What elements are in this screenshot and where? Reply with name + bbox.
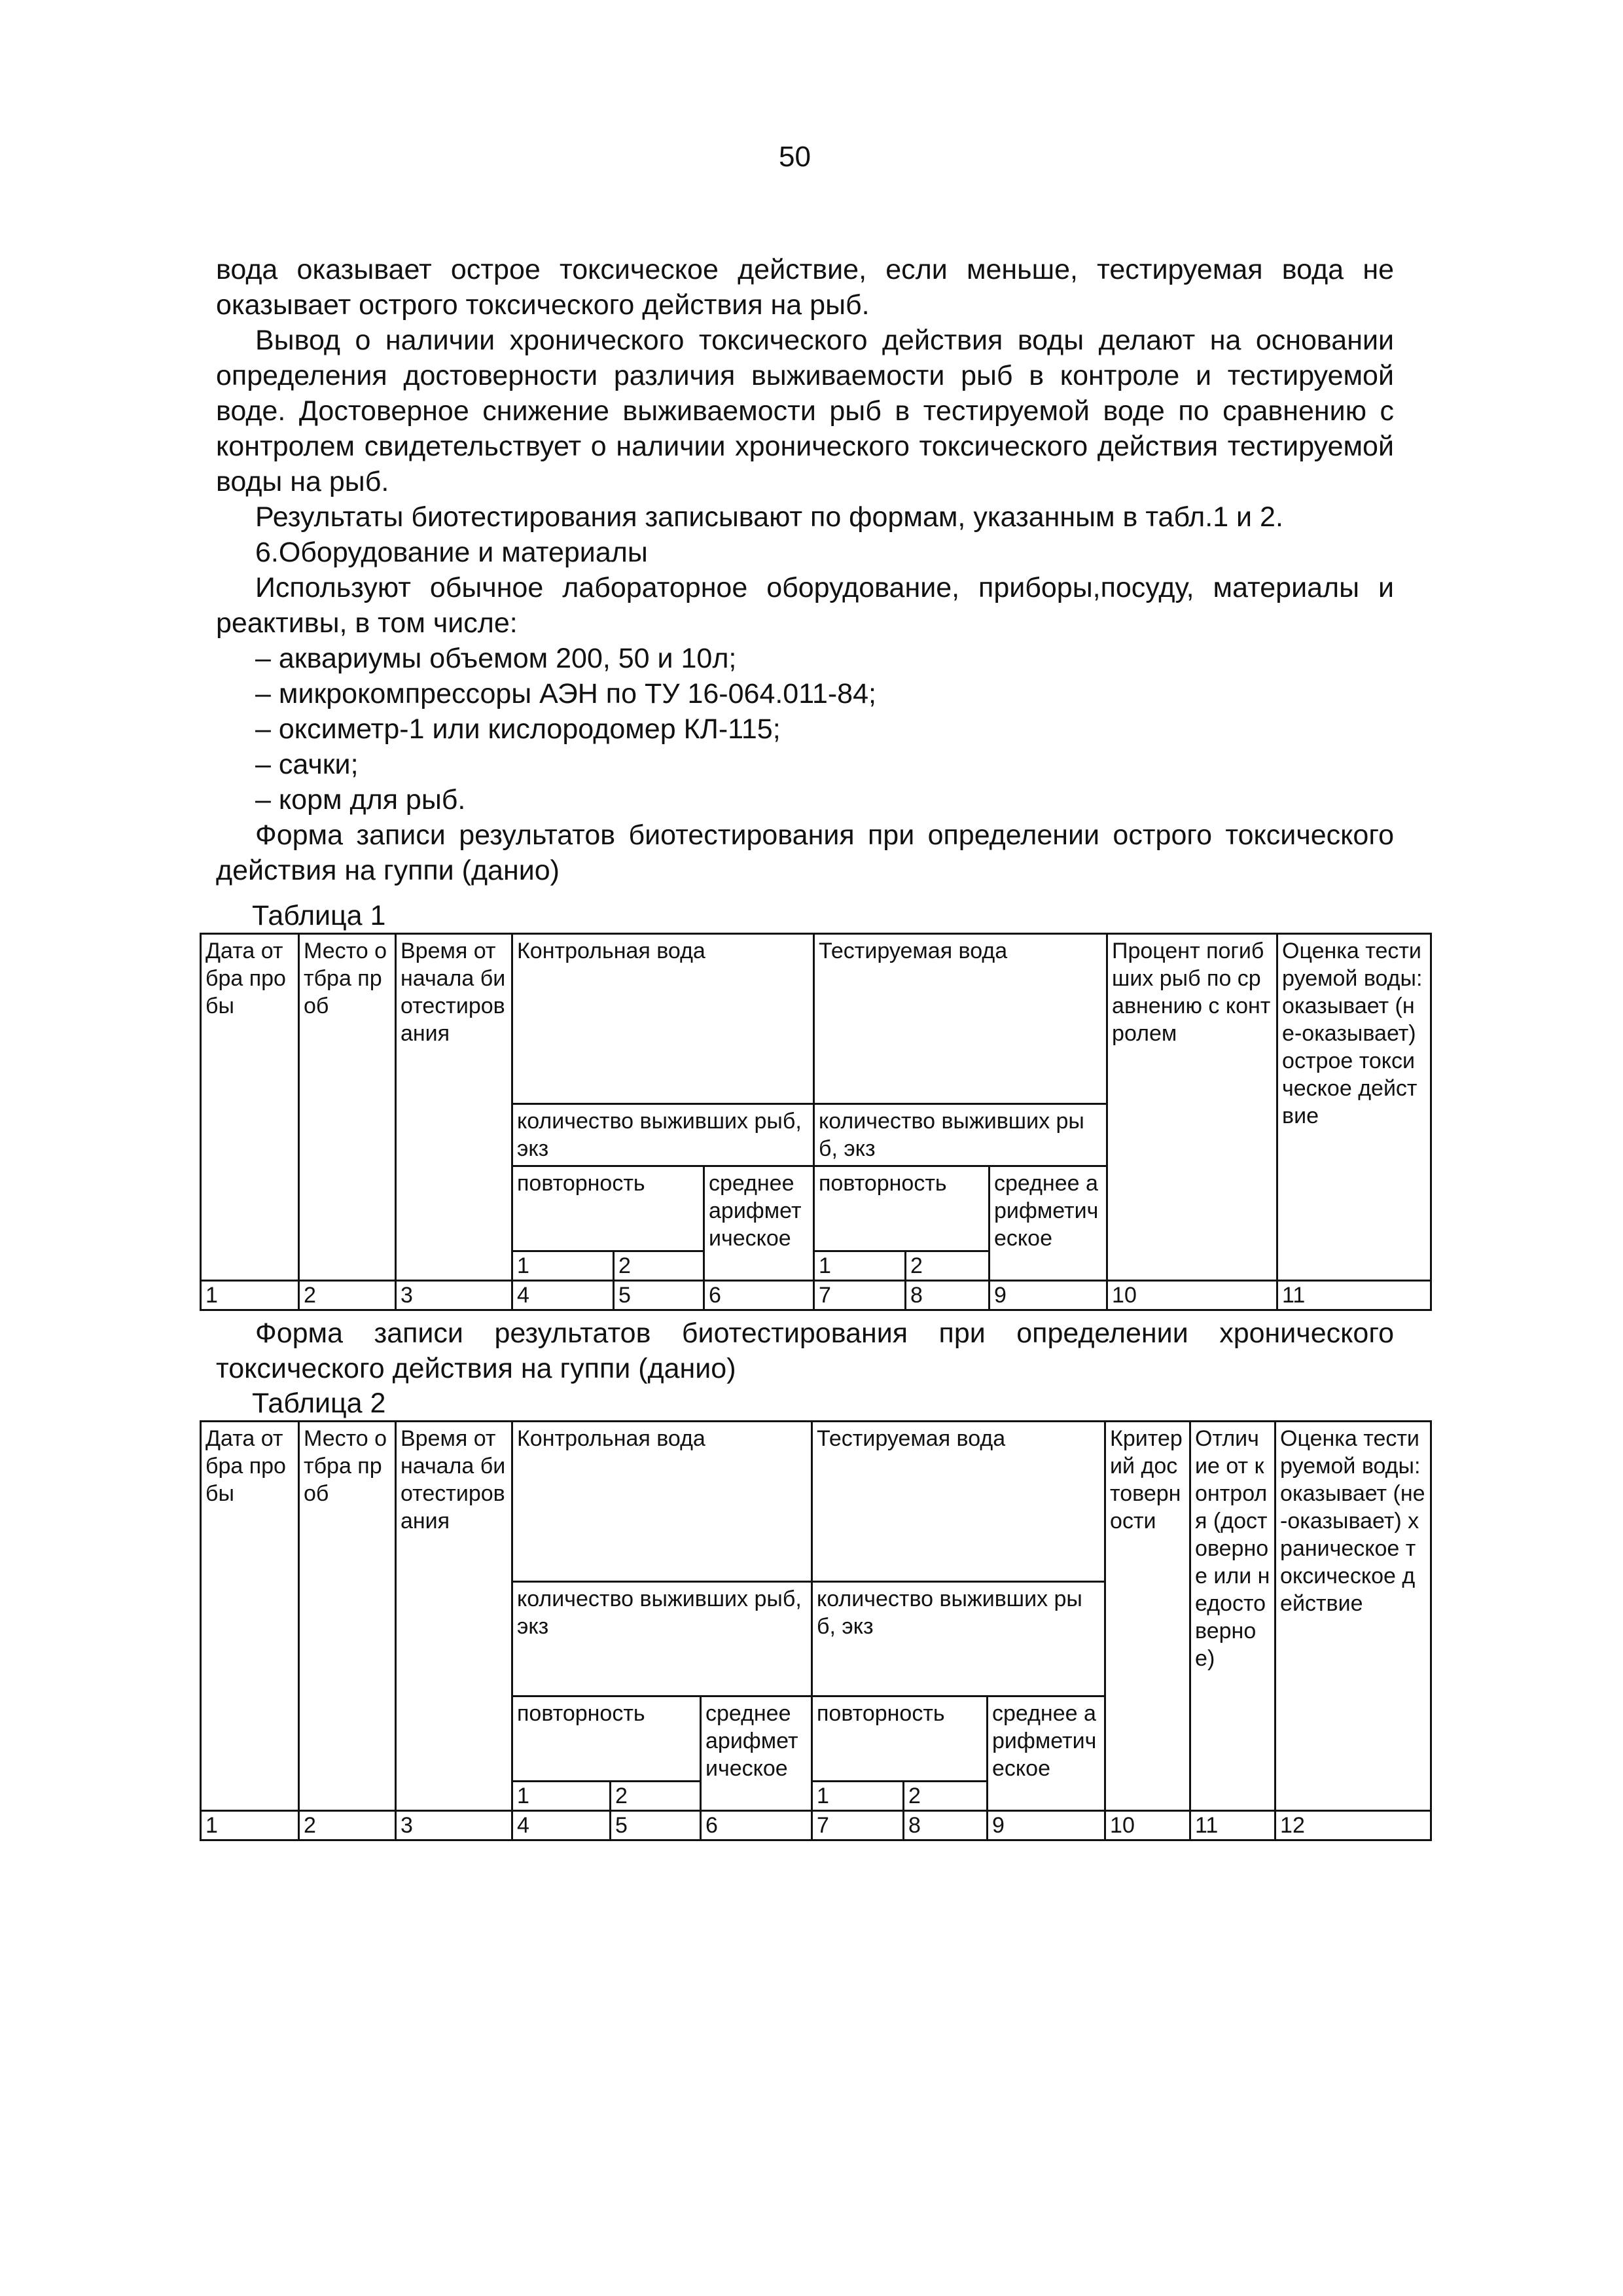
paragraph: Результаты биотестирования записывают по формам, указанным в табл.1 и 2. bbox=[255, 501, 1283, 533]
header-repeat-test: повторность bbox=[814, 1166, 990, 1251]
page-number: 50 bbox=[779, 141, 811, 173]
header-time: Время от начала биотестирования bbox=[396, 1422, 512, 1811]
repeat-number: 1 bbox=[512, 1782, 611, 1811]
list-item: – аквариумы объемом 200, 50 и 10л; bbox=[255, 641, 1394, 676]
repeat-number: 1 bbox=[814, 1251, 906, 1281]
table1 bbox=[200, 933, 1432, 1311]
column-number: 9 bbox=[990, 1281, 1107, 1310]
column-number: 11 bbox=[1277, 1281, 1431, 1310]
column-number: 6 bbox=[704, 1281, 814, 1310]
table1-caption: Таблица 1 bbox=[252, 900, 386, 931]
header-mean-control: среднее арифметическое bbox=[701, 1696, 812, 1811]
list-item: – сачки; bbox=[255, 747, 1394, 782]
header-control-water: Контрольная вода bbox=[512, 1422, 812, 1582]
header-criterion: Критерий достоверности bbox=[1105, 1422, 1190, 1811]
column-number: 11 bbox=[1190, 1811, 1275, 1840]
section-heading: 6.Оборудование и материалы bbox=[255, 537, 648, 568]
column-number: 5 bbox=[614, 1281, 704, 1310]
header-assessment: Оценка тестируемой воды: оказывает (не-оказывает) острое токсическое действие bbox=[1277, 934, 1431, 1281]
column-number: 3 bbox=[396, 1281, 512, 1310]
header-mean-test: среднее арифметическое bbox=[988, 1696, 1105, 1811]
column-number: 10 bbox=[1105, 1811, 1190, 1840]
header-repeat-test: повторность bbox=[812, 1696, 988, 1782]
header-repeat-control: повторность bbox=[512, 1696, 701, 1782]
paragraph: Используют обычное лабораторное оборудование, приборы,посуду, материалы и реактивы, в том числе: bbox=[216, 572, 1394, 639]
header-survived-control: количество выживших рыб, экз bbox=[512, 1104, 814, 1166]
table2-intro: Форма записи результатов биотестирования при определении хронического токсического действия на гуппи (данио) bbox=[216, 1318, 1394, 1384]
header-mean-test: среднее арифметическое bbox=[990, 1166, 1107, 1281]
header-time: Время от начала биотестирования bbox=[396, 934, 512, 1281]
header-test-water: Тестируемая вода bbox=[812, 1422, 1105, 1582]
header-test-water: Тестируемая вода bbox=[814, 934, 1107, 1104]
column-number: 2 bbox=[299, 1281, 396, 1310]
header-survived-test: количество выживших рыб, экз bbox=[812, 1582, 1105, 1696]
list-item: – корм для рыб. bbox=[255, 782, 1394, 817]
header-place: Место отбра проб bbox=[299, 1422, 396, 1811]
column-number: 9 bbox=[988, 1811, 1105, 1840]
table1-intro: Форма записи результатов биотестирования при определении острого токсического действия на гуппи (данио) bbox=[216, 819, 1394, 886]
table2-intro-block bbox=[216, 1316, 1394, 1386]
column-number: 7 bbox=[814, 1281, 906, 1310]
header-date: Дата отбра пробы bbox=[201, 934, 299, 1281]
column-number: 4 bbox=[512, 1811, 611, 1840]
header-percent: Процент погибших рыб по сравнению с контролем bbox=[1107, 934, 1277, 1281]
column-number: 10 bbox=[1107, 1281, 1277, 1310]
repeat-number: 1 bbox=[812, 1782, 904, 1811]
header-place: Место отбра проб bbox=[299, 934, 396, 1281]
header-survived-test: количество выживших рыб, экз bbox=[814, 1104, 1107, 1166]
column-number: 1 bbox=[201, 1811, 299, 1840]
column-number: 6 bbox=[701, 1811, 812, 1840]
column-number: 12 bbox=[1275, 1811, 1431, 1840]
repeat-number: 2 bbox=[614, 1251, 704, 1281]
repeat-number: 2 bbox=[904, 1782, 988, 1811]
column-number: 7 bbox=[812, 1811, 904, 1840]
column-number: 5 bbox=[611, 1811, 701, 1840]
body-text bbox=[216, 252, 1394, 888]
list-item: – микрокомпрессоры АЭН по ТУ 16-064.011-84; bbox=[255, 676, 1394, 711]
header-survived-control: количество выживших рыб, экз bbox=[512, 1582, 812, 1696]
header-difference: Отличие от контроля (достоверное или недостоверное) bbox=[1190, 1422, 1275, 1811]
column-number: 2 bbox=[299, 1811, 396, 1840]
paragraph: вода оказывает острое токсическое действие, если меньше, тестируемая вода не оказывает острого токсического действия на рыб. bbox=[216, 254, 1394, 321]
column-number: 8 bbox=[904, 1811, 988, 1840]
header-date: Дата отбра пробы bbox=[201, 1422, 299, 1811]
table2-caption: Таблица 2 bbox=[252, 1388, 386, 1419]
paragraph: Вывод о наличии хронического токсического действия воды делают на основании определения достоверности различия выживаемости рыб в контроле и тестируемой воде. Достоверное снижение выживаемости рыб в тестируемой воде по сравнению с контролем свидетельствует о наличии хронического токсического действия тестируемой воды на рыб. bbox=[216, 325, 1394, 497]
column-number: 3 bbox=[396, 1811, 512, 1840]
column-number: 8 bbox=[906, 1281, 990, 1310]
column-number: 1 bbox=[201, 1281, 299, 1310]
column-number: 4 bbox=[512, 1281, 614, 1310]
repeat-number: 2 bbox=[611, 1782, 701, 1811]
repeat-number: 2 bbox=[906, 1251, 990, 1281]
repeat-number: 1 bbox=[512, 1251, 614, 1281]
header-mean-control: среднее арифметическое bbox=[704, 1166, 814, 1281]
header-repeat-control: повторность bbox=[512, 1166, 704, 1251]
list-item: – оксиметр-1 или кислородомер КЛ-115; bbox=[255, 711, 1394, 747]
header-control-water: Контрольная вода bbox=[512, 934, 814, 1104]
table2 bbox=[200, 1420, 1432, 1841]
header-assessment: Оценка тестируемой воды: оказывает (не-оказывает) храническое токсическое действие bbox=[1275, 1422, 1431, 1811]
equipment-list bbox=[216, 641, 1394, 817]
